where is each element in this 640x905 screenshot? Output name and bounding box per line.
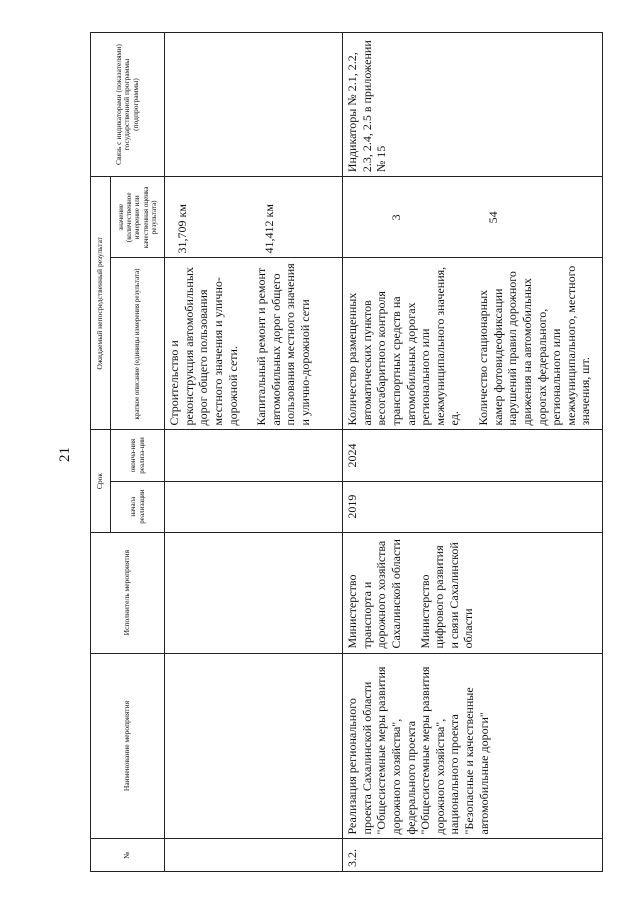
row2-desc-b: Количество стационарных камер фотовидеофиксации нарушений правил дорожного движения на автомобильных дорогах федерального, регионального или межмуниципального, местного значения, шт. (476, 265, 593, 426)
row2-num: 3.2. (343, 839, 603, 872)
row2-executor-b: Министерство цифрового развития и связи Сахалинской области (417, 542, 476, 649)
row2-executor-cell (343, 532, 603, 653)
row1-executor-cell (165, 532, 343, 653)
row2-value-b: 54 (485, 211, 500, 224)
table-row (343, 33, 603, 872)
header-term-end: оконча-ния реализа-ции (111, 430, 165, 481)
row2-link: Индикаторы № 2.1, 2.2, 2.3, 2.4, 2.5 в приложении № 15 (343, 33, 603, 177)
header-name: Наименование мероприятия (91, 653, 165, 839)
row2-start: 2019 (343, 481, 603, 532)
page-number: 21 (57, 447, 73, 462)
row1-desc-cell (165, 258, 343, 430)
row2-desc-a: Количество размещенных автоматических пунктов весогабаритного контроля транспортных средств на автомобильных дорогах регионального или межмуниципального значения, ед. (345, 266, 462, 426)
row1-desc-b: Капитальный ремонт и ремонт автомобильных дорог общего пользования местного значения и улично-дорожной сети (254, 263, 312, 426)
row2-value-a: 3 (389, 214, 403, 221)
row1-value-b: 41,412 км (261, 204, 276, 254)
header-term-start: начала реализации (111, 481, 165, 532)
header-result-value: значение (количественное измерение или качественная оценка результата) (111, 177, 165, 258)
header-result: Ожидаемый непосредственный результат (91, 177, 111, 430)
header-link: Связь с индикаторами (показателями) государственной программы (подпрограммы) (91, 33, 165, 177)
row2-executor-a: Министерство транспорта и дорожного хозяйства Сахалинской области (345, 539, 403, 649)
table-row (165, 33, 343, 872)
header-term: Срок (91, 430, 111, 532)
row1-end-cell (165, 430, 343, 481)
results-table-sheet (90, 32, 610, 872)
row1-link-cell (165, 33, 343, 177)
header-num: № (91, 839, 165, 872)
header-executor: Исполнитель мероприятия (91, 532, 165, 653)
row2-desc-cell (343, 258, 603, 430)
row1-value-cell (165, 177, 343, 258)
row1-num-cell (165, 839, 343, 872)
row2-end: 2024 (343, 430, 603, 481)
row1-value-a: 31,709 км (175, 204, 189, 254)
row1-name-cell (165, 653, 343, 839)
row2-name: Реализация регионального проекта Сахалинской области "Общесистемные меры развития дорожного хозяйства", федерального проекта "Общесистемные меры развития дорожного хозяйства", национального проекта "Безопасные и качественные автомобильные дороги" (343, 653, 603, 839)
row1-start-cell (165, 481, 343, 532)
measures-table (90, 32, 603, 872)
row1-desc-a: Строительство и реконструкция автомобильных дорог общего пользования местного значения и улично-дорожной сети. (167, 267, 240, 426)
header-result-desc: краткое описание (единицы измерения результата) (111, 258, 165, 430)
row2-value-cell (343, 177, 603, 258)
